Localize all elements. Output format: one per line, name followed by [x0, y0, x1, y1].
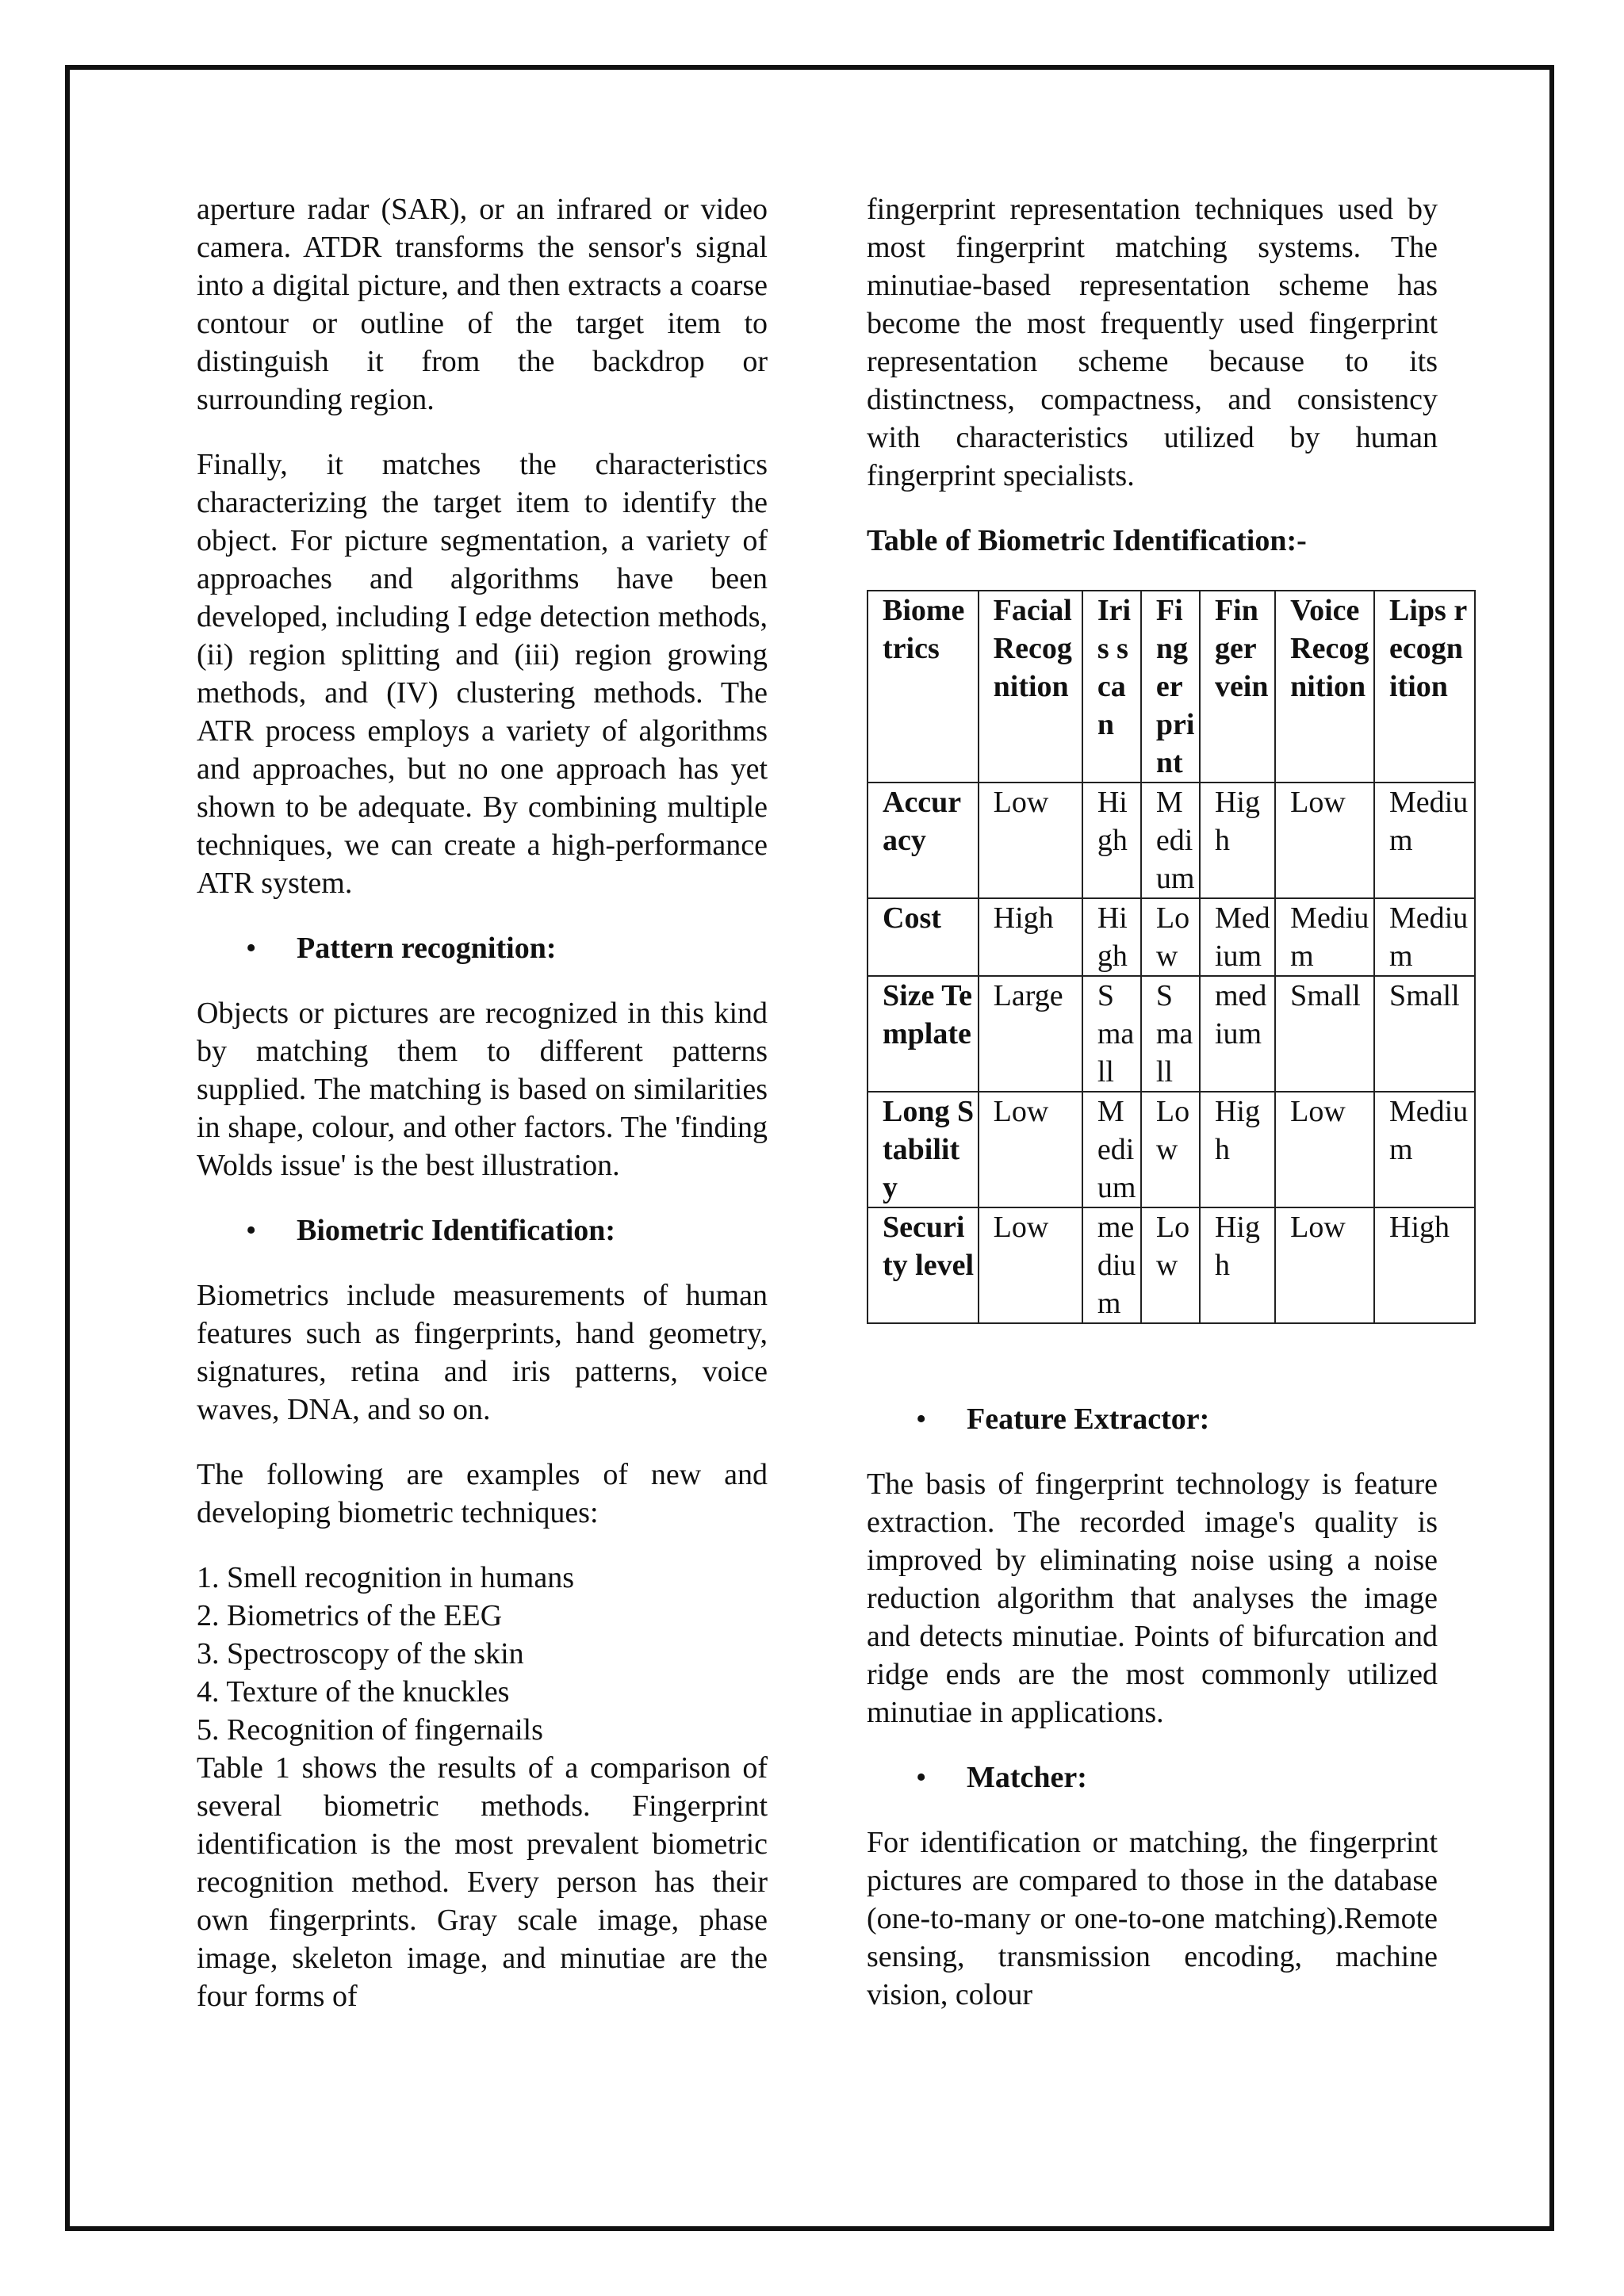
table-cell: High: [1200, 783, 1275, 898]
table-cell: medium: [1200, 976, 1275, 1092]
table-cell: Medium: [1374, 1092, 1475, 1207]
table-cell: Medium: [1141, 783, 1200, 898]
table-cell: medium: [1082, 1207, 1141, 1323]
row-header-cell: Security level: [868, 1207, 979, 1323]
bullet-icon: •: [246, 1214, 257, 1247]
list-item: 2. Biometrics of the EEG: [197, 1599, 503, 1632]
paragraph: The following are examples of new and developing biometric techniques:: [197, 1458, 768, 1529]
table-row: [868, 1207, 1475, 1323]
section-heading: Matcher:: [967, 1761, 1087, 1794]
table-cell: Medium: [1082, 1092, 1141, 1207]
biometric-table: [867, 590, 1476, 1324]
paragraph: Objects or pictures are recognized in this kind by matching them to different patterns supplied. The matching is based on similarities in shape, colour, and other factors. The 'finding Wolds issue' is the best illustration.: [197, 997, 768, 1182]
bullet-icon: •: [916, 1761, 927, 1794]
table-cell: High: [979, 898, 1082, 976]
paragraph: The basis of fingerprint technology is feature extraction. The recorded image's quality is improved by eliminating noise using a noise reduction algorithm that analyses the image and detects minutiae. Points of bifurcation and ridge ends are the most commonly utilized minutiae in applications.: [867, 1468, 1438, 1729]
table-cell: High: [1200, 1207, 1275, 1323]
section-heading: Biometric Identification:: [297, 1214, 616, 1247]
table-header-cell: Voice Recognition: [1275, 591, 1374, 783]
table-row: [868, 783, 1475, 898]
bullet-icon: •: [916, 1402, 927, 1436]
paragraph: aperture radar (SAR), or an infrared or video camera. ATDR transforms the sensor's signal into a digital picture, and then extracts a coarse contour or outline of the target item to distinguish it from the backdrop or surrounding region.: [197, 193, 768, 416]
table-header-cell: Facial Recognition: [979, 591, 1082, 783]
paragraph: Table 1 shows the results of a comparison of several biometric methods. Fingerprint identification is the most prevalent biometric recognition method. Every person has their own fingerprints. Gray scale image, phase image, skeleton image, and minutiae are the four forms of: [197, 1751, 768, 2013]
table-cell: Low: [979, 783, 1082, 898]
table-cell: Low: [1275, 1207, 1374, 1323]
table-cell: Small: [1141, 976, 1200, 1092]
list-item: 3. Spectroscopy of the skin: [197, 1637, 524, 1670]
bullet-heading: [867, 1400, 1438, 1438]
table-cell: Low: [979, 1207, 1082, 1323]
list-item: 1. Smell recognition in humans: [197, 1561, 575, 1594]
table-row: [868, 898, 1475, 976]
section-heading: Feature Extractor:: [967, 1402, 1210, 1436]
left-column: [197, 190, 768, 2015]
row-header-cell: Size Template: [868, 976, 979, 1092]
paragraph: fingerprint representation techniques used by most fingerprint matching systems. The minutiae-based representation scheme has become the most frequently used fingerprint representation scheme because to its distinctness, compactness, and consistency with characteristics utilized by human fingerprint specialists.: [867, 193, 1438, 492]
table-cell: Medium: [1200, 898, 1275, 976]
table-cell: High: [1082, 898, 1141, 976]
table-cell: High: [1082, 783, 1141, 898]
table-cell: Small: [1374, 976, 1475, 1092]
row-header-cell: Accuracy: [868, 783, 979, 898]
table-header-cell: Iris scan: [1082, 591, 1141, 783]
table-row: [868, 976, 1475, 1092]
table-row: [868, 1092, 1475, 1207]
table-cell: Small: [1275, 976, 1374, 1092]
right-column: [867, 190, 1469, 2014]
table-cell: Low: [979, 1092, 1082, 1207]
table-cell: Large: [979, 976, 1082, 1092]
table-header-cell: Finger print: [1141, 591, 1200, 783]
table-cell: High: [1200, 1092, 1275, 1207]
list-item: 4. Texture of the knuckles: [197, 1675, 510, 1709]
table-cell: Low: [1141, 898, 1200, 976]
row-header-cell: Cost: [868, 898, 979, 976]
technique-list: [197, 1559, 768, 1749]
table-header-cell: Lips recognition: [1374, 591, 1475, 783]
row-header-cell: Long Stability: [868, 1092, 979, 1207]
table-cell: Medium: [1374, 898, 1475, 976]
bullet-heading: [197, 929, 768, 967]
table-header-cell: Finger vein: [1200, 591, 1275, 783]
table-cell: Low: [1141, 1207, 1200, 1323]
bullet-icon: •: [246, 932, 257, 965]
table-cell: Low: [1275, 783, 1374, 898]
table-cell: Medium: [1374, 783, 1475, 898]
paragraph: Biometrics include measurements of human features such as fingerprints, hand geometry, signatures, retina and iris patterns, voice waves, DNA, and so on.: [197, 1279, 768, 1426]
table-cell: Low: [1141, 1092, 1200, 1207]
table-title: Table of Biometric Identification:-: [867, 524, 1307, 557]
table-header-row: [868, 591, 1475, 783]
table-cell: High: [1374, 1207, 1475, 1323]
table-cell: Medium: [1275, 898, 1374, 976]
bullet-heading: [867, 1758, 1438, 1797]
section-heading: Pattern recognition:: [297, 932, 557, 965]
table-cell: Small: [1082, 976, 1141, 1092]
list-item: 5. Recognition of fingernails: [197, 1713, 543, 1747]
table-cell: Low: [1275, 1092, 1374, 1207]
paragraph: Finally, it matches the characteristics characterizing the target item to identify the object. For picture segmentation, a variety of approaches and algorithms have been developed, including I edge detection methods, (ii) region splitting and (iii) region growing methods, and (IV) clustering methods. The ATR process employs a variety of algorithms and approaches, but no one approach has yet shown to be adequate. By combining multiple techniques, we can create a high-performance ATR system.: [197, 448, 768, 900]
bullet-heading: [197, 1211, 768, 1249]
table-header-cell: Biometrics: [868, 591, 979, 783]
paragraph: For identification or matching, the fingerprint pictures are compared to those in the database (one-to-many or one-to-one matching).Remote sensing, transmission encoding, machine vision, colour: [867, 1826, 1438, 2011]
